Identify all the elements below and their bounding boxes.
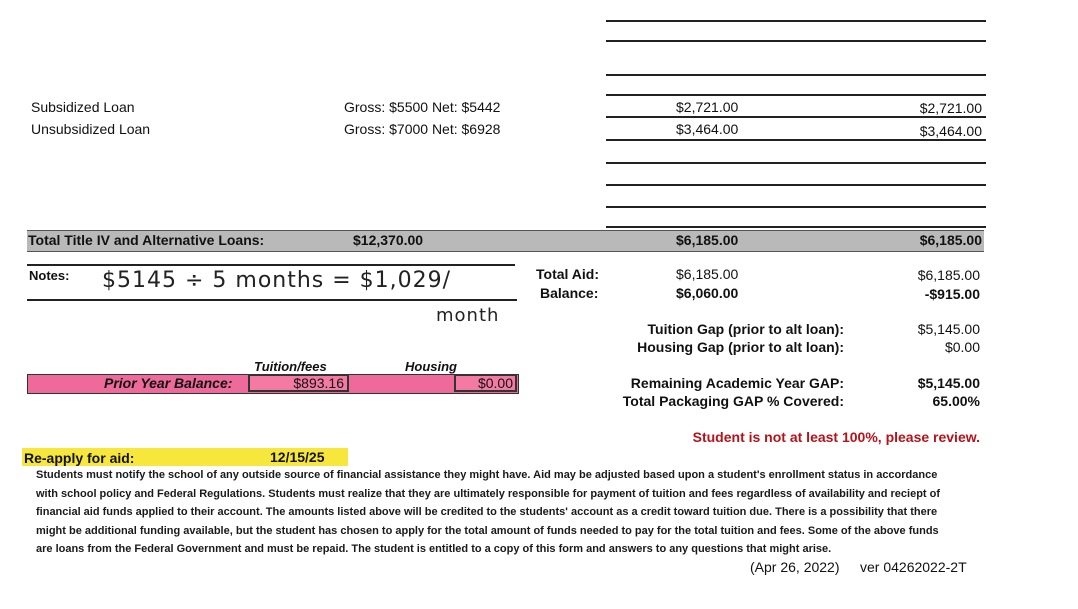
coverage-warning: Student is not at least 100%, please review.	[692, 429, 980, 445]
rule-blank-4	[606, 226, 986, 228]
loan-gross-net-unsubsidized: Gross: $7000 Net: $6928	[344, 121, 501, 137]
total-aid-label: Total Aid:	[536, 266, 599, 282]
prior-year-balance-label: Prior Year Balance:	[104, 375, 233, 391]
tuition-gap-label: Tuition Gap (prior to alt loan):	[647, 321, 844, 337]
footer-date: (Apr 26, 2022)	[750, 559, 840, 575]
rule-top-2	[606, 40, 986, 42]
total-loans-label: Total Title IV and Alternative Loans:	[28, 232, 265, 248]
rule-blank-3	[606, 206, 986, 208]
loan-term1-subsidized: $2,721.00	[676, 99, 739, 115]
rule-sub	[606, 116, 986, 118]
prior-year-tuition-value: $893.16	[293, 375, 344, 391]
loan-term1-unsubsidized: $3,464.00	[676, 121, 739, 137]
loan-term2-unsubsidized: $3,464.00	[919, 123, 982, 139]
loan-term2-subsidized: $2,721.00	[919, 100, 982, 116]
rule-top-1	[606, 20, 986, 22]
total-loans-term1: $6,185.00	[676, 232, 739, 248]
tuition-gap-value: $5,145.00	[917, 321, 980, 337]
notes-top-rule	[27, 264, 515, 266]
rule-top-4	[606, 94, 986, 96]
notes-bottom-rule	[27, 299, 517, 301]
prior-year-housing-value: $0.00	[477, 375, 513, 391]
disclaimer-text: Students must notify the school of any outside source of financial assistance they might have. Aid may be adjusted based upon a student's enrollment status in accordance with school policy and Federal Regulations. Students must realize that they are ultimately responsible for payment of tuition and fees regardless of availability and reciept of financial aid funds applied to their account. The amounts listed above will be credited to the students' account as a credit toward tuition due. There is a possibility that there might be additional funding available, but the student has chosen to apply for the total amount of funds needed to pay for the total tuition and fees. Some of the above funds are loans from the Federal Government and must be repaid. The student is entitled to a copy of this form and answers to any questions that might arise.	[36, 469, 941, 555]
rule-unsub	[606, 139, 986, 141]
rule-blank-1	[606, 162, 986, 164]
prior-year-tuition-header: Tuition/fees	[254, 359, 327, 374]
reapply-label: Re-apply for aid:	[24, 450, 135, 466]
housing-gap-label: Housing Gap (prior to alt loan):	[637, 339, 844, 355]
notes-handwriting-line1: $5145 ÷ 5 months = $1,029/	[102, 268, 452, 293]
balance-label: Balance:	[540, 285, 599, 301]
remaining-gap-label: Remaining Academic Year GAP:	[630, 375, 844, 391]
loan-gross-net-subsidized: Gross: $5500 Net: $5442	[344, 99, 501, 115]
housing-gap-value: $0.00	[944, 339, 980, 355]
loan-name-subsidized: Subsidized Loan	[31, 99, 135, 115]
rule-top-3	[606, 74, 986, 76]
notes-handwriting-line2: month	[436, 305, 500, 326]
footer-version: ver 04262022-2T	[860, 559, 967, 575]
coverage-label: Total Packaging GAP % Covered:	[622, 393, 844, 409]
rule-blank-2	[606, 184, 986, 186]
term2-balance: -$915.00	[924, 286, 980, 302]
reapply-date: 12/15/25	[270, 449, 325, 465]
term1-total-aid: $6,185.00	[676, 266, 739, 282]
remaining-gap-value: $5,145.00	[917, 375, 980, 391]
notes-label: Notes:	[29, 268, 70, 283]
total-loans-term2: $6,185.00	[919, 232, 982, 248]
term1-balance: $6,060.00	[676, 285, 739, 301]
prior-year-housing-header: Housing	[405, 359, 457, 374]
coverage-value: 65.00%	[932, 393, 980, 409]
loan-name-unsubsidized: Unsubsidized Loan	[31, 121, 151, 137]
total-loans-amount: $12,370.00	[353, 232, 424, 248]
term2-total-aid: $6,185.00	[917, 267, 980, 283]
